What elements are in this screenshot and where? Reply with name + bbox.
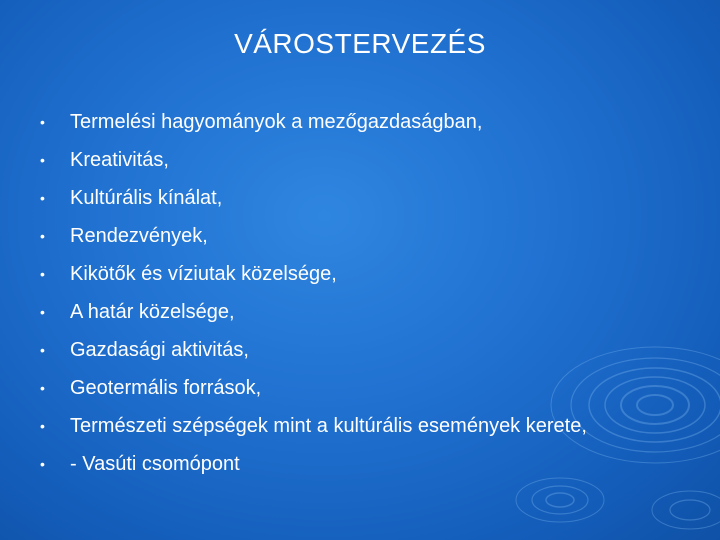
bullet-marker: • xyxy=(40,418,45,434)
bullet-text: Kikötők és víziutak közelsége, xyxy=(70,263,337,285)
list-item xyxy=(40,148,680,173)
bullet-list xyxy=(40,110,680,490)
bullet-marker: • xyxy=(40,190,45,206)
list-item xyxy=(40,262,680,287)
bullet-text: Geotermális források, xyxy=(70,377,262,399)
bullet-marker: • xyxy=(40,304,45,320)
list-item xyxy=(40,376,680,401)
bullet-text: A határ közelsége, xyxy=(70,301,235,323)
bullet-marker: • xyxy=(40,228,45,244)
bullet-text: Természeti szépségek mint a kultúrális események kerete, xyxy=(70,415,587,437)
list-item xyxy=(40,300,680,325)
list-item xyxy=(40,338,680,363)
bullet-marker: • xyxy=(40,456,45,472)
list-item xyxy=(40,110,680,135)
bullet-marker: • xyxy=(40,152,45,168)
bullet-text: Termelési hagyományok a mezőgazdaságban, xyxy=(70,111,483,133)
bullet-marker: • xyxy=(40,380,45,396)
bullet-marker: • xyxy=(40,266,45,282)
bullet-text: - Vasúti csomópont xyxy=(70,453,240,475)
bullet-text: Gazdasági aktivitás, xyxy=(70,339,249,361)
slide-title: VÁROSTERVEZÉS xyxy=(234,28,486,59)
list-item xyxy=(40,224,680,249)
bullet-text: Kreativitás, xyxy=(70,149,169,171)
bullet-text: Kultúrális kínálat, xyxy=(70,187,223,209)
bullet-text: Rendezvények, xyxy=(70,225,208,247)
list-item xyxy=(40,452,680,477)
list-item xyxy=(40,186,680,211)
list-item xyxy=(40,414,680,439)
bullet-marker: • xyxy=(40,342,45,358)
bullet-marker: • xyxy=(40,114,45,130)
